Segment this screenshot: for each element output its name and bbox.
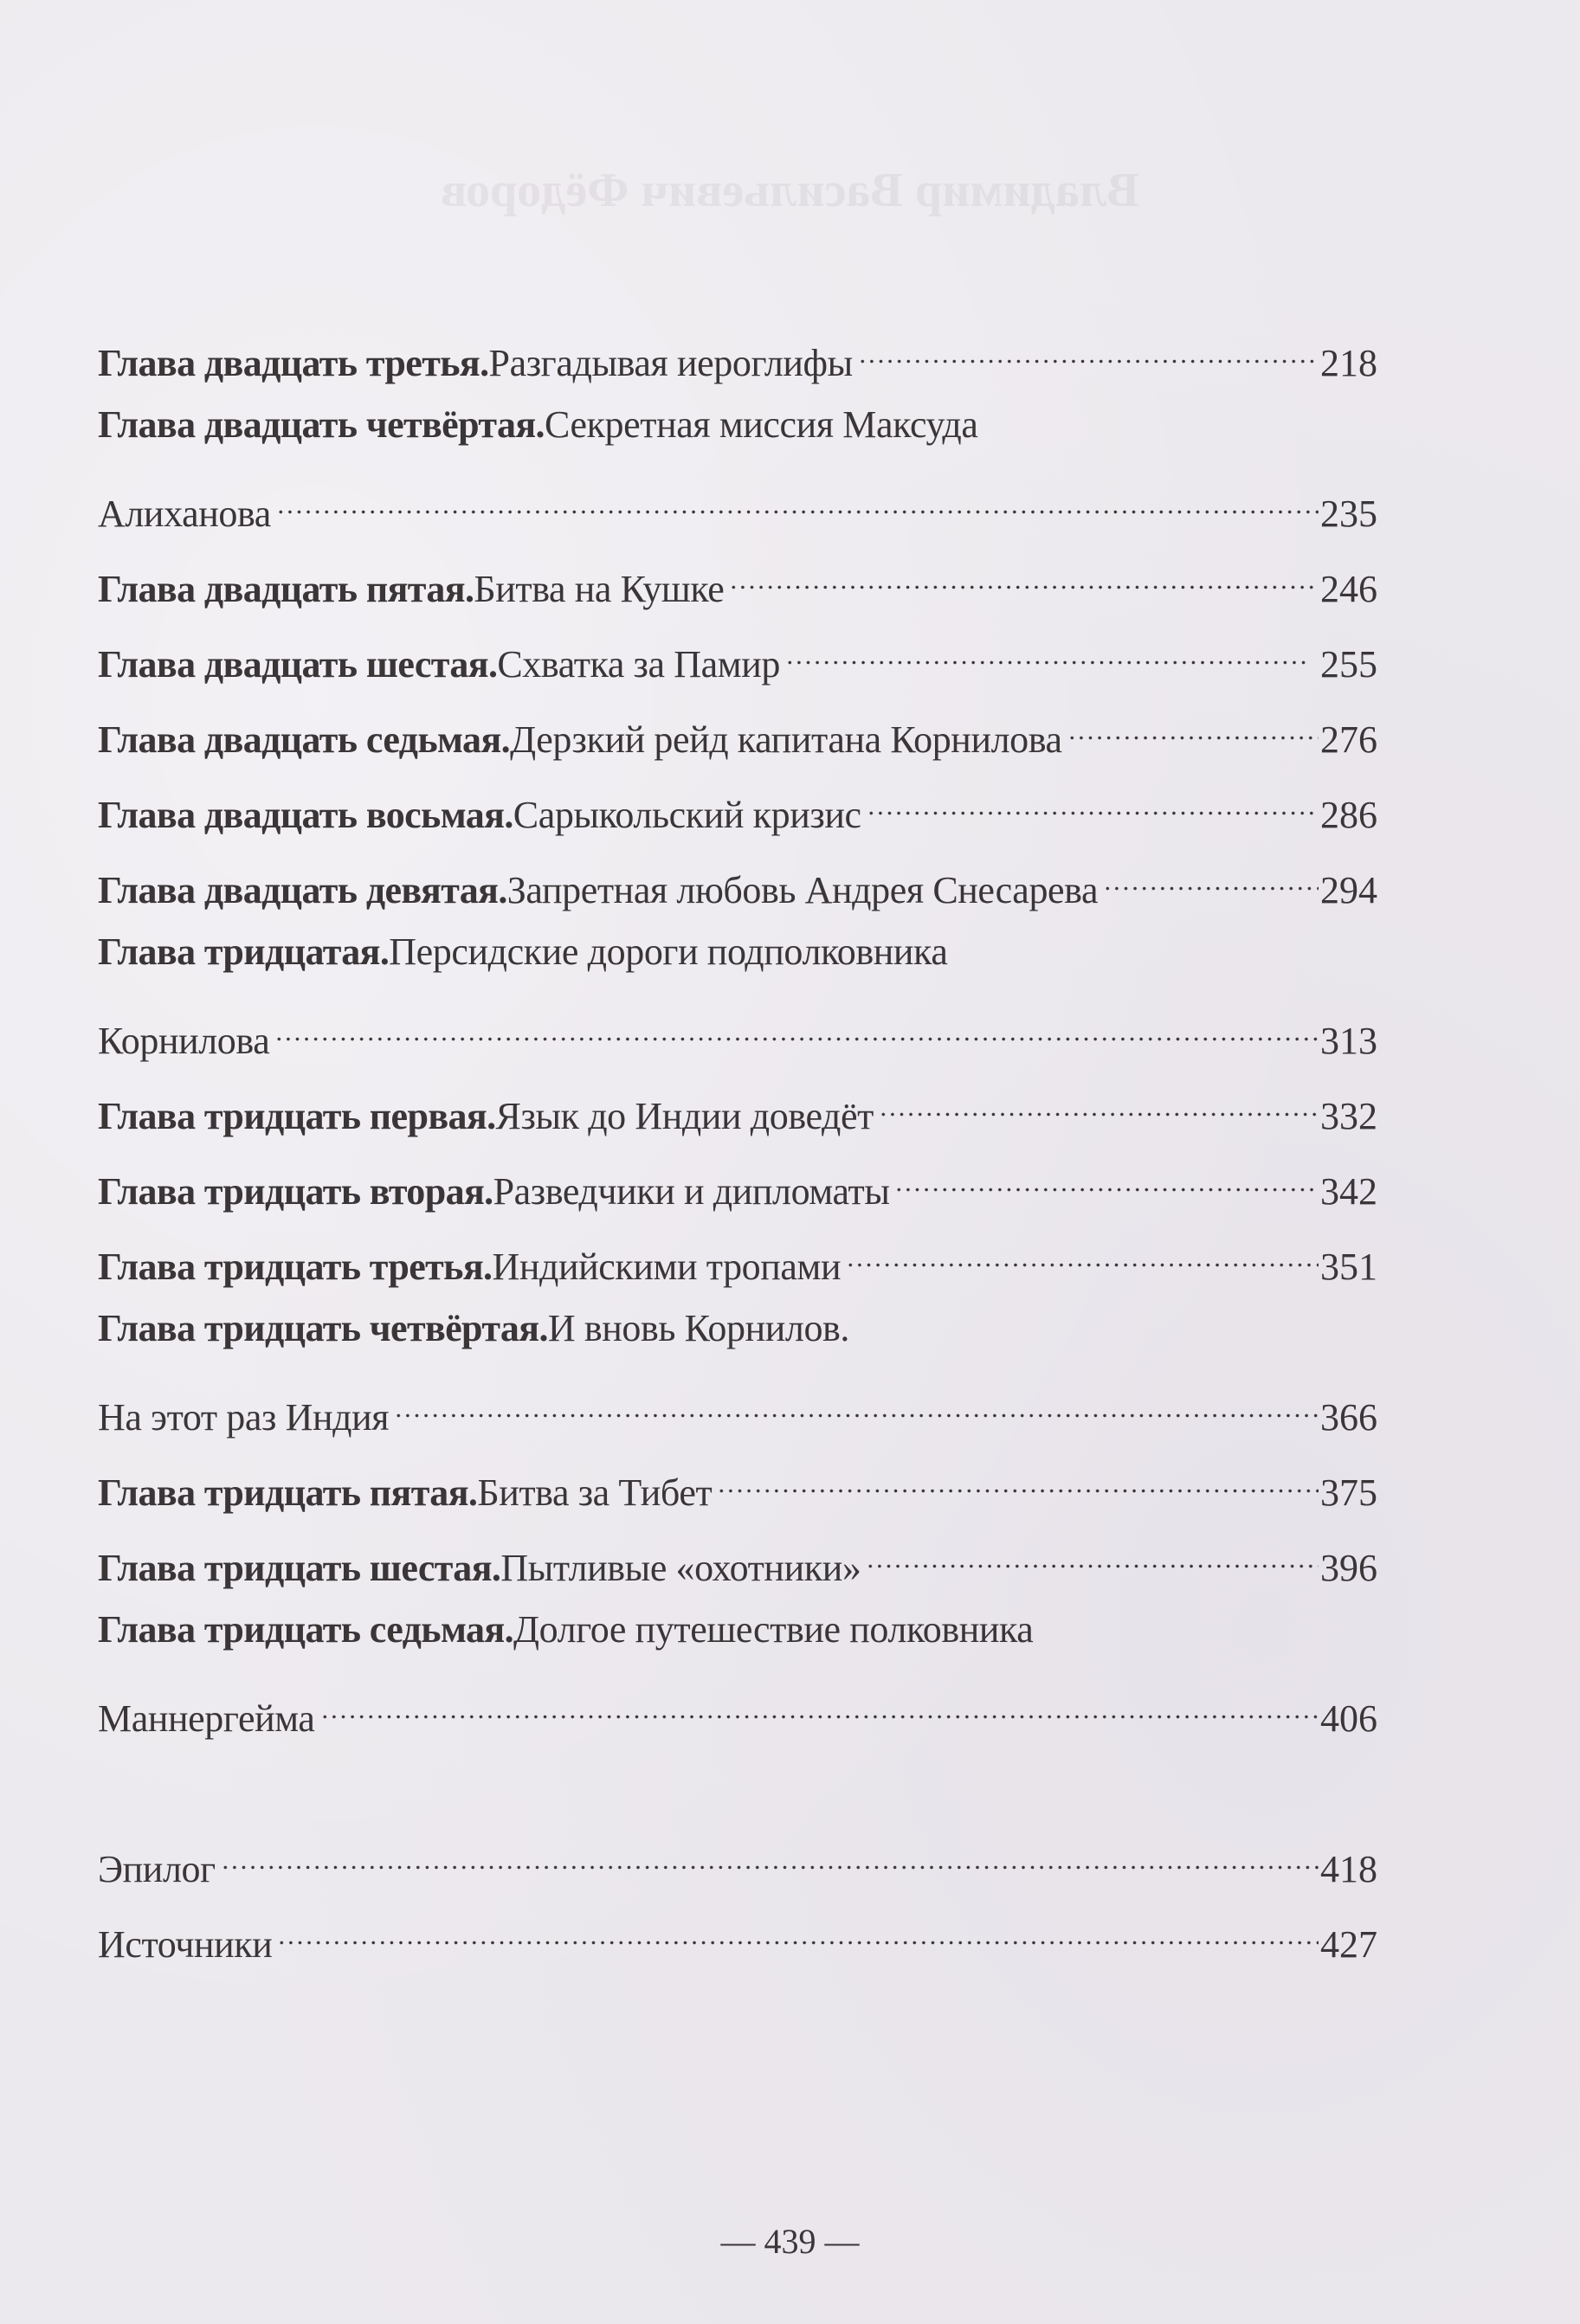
page-ref: 246	[1320, 568, 1377, 610]
dot-leader	[879, 1077, 1319, 1129]
toc-entry-ch23[interactable]	[98, 324, 1377, 384]
chapter-label: Глава двадцать четвёртая.	[98, 403, 545, 446]
section-title: Эпилог	[98, 1848, 216, 1890]
chapter-label: Глава тридцать третья.	[98, 1246, 493, 1288]
page-ref: 342	[1320, 1170, 1377, 1213]
chapter-label: Глава тридцать первая.	[98, 1095, 496, 1137]
page-ref: 418	[1320, 1848, 1377, 1890]
dot-leader	[717, 1453, 1319, 1505]
toc-entry-ch29[interactable]	[98, 851, 1377, 911]
dot-leader	[894, 1152, 1319, 1204]
chapter-label: Глава тридцать вторая.	[98, 1170, 493, 1213]
dot-leader	[276, 474, 1319, 526]
toc-entry-ch37-continuation[interactable]	[98, 1679, 1377, 1740]
chapter-label: Глава тридцать седьмая.	[98, 1608, 514, 1651]
dot-leader	[277, 1905, 1319, 1957]
dot-leader	[394, 1378, 1319, 1430]
chapter-title-continuation: Алиханова	[98, 492, 271, 535]
section-title: Источники	[98, 1923, 273, 1966]
dot-leader	[846, 1227, 1319, 1279]
toc-entry-ch25[interactable]	[98, 550, 1377, 610]
toc-entry-ch34[interactable]	[98, 1303, 1377, 1355]
dot-leader	[729, 550, 1319, 602]
page-ref: 406	[1320, 1697, 1377, 1740]
page-ref: 276	[1320, 718, 1377, 761]
toc-entry-ch30[interactable]	[98, 926, 1377, 978]
chapter-title: Битва за Тибет	[477, 1471, 713, 1514]
toc-entry-ch27[interactable]	[98, 700, 1377, 761]
chapter-label: Глава двадцать восьмая.	[98, 794, 513, 836]
page-ref: 427	[1320, 1923, 1377, 1966]
dot-leader	[320, 1679, 1319, 1731]
page-ref: 286	[1320, 794, 1377, 836]
toc-entry-ch30-continuation[interactable]	[98, 1001, 1377, 1062]
page-ref: 294	[1320, 869, 1377, 911]
dot-leader	[785, 625, 1310, 677]
chapter-title: И вновь Корнилов.	[547, 1307, 850, 1349]
chapter-label: Глава двадцать третья.	[98, 342, 489, 384]
toc-entry-ch24-continuation[interactable]	[98, 474, 1377, 535]
page-number: — 439 —	[720, 2222, 860, 2261]
dot-leader	[1103, 851, 1319, 903]
chapter-label: Глава тридцать пятая.	[98, 1471, 478, 1514]
toc-entry-ch34-continuation[interactable]	[98, 1378, 1377, 1439]
chapter-title: Персидские дороги подполковника	[389, 930, 948, 973]
page-ref: 396	[1320, 1547, 1377, 1589]
chapter-title: Язык до Индии доведёт	[495, 1095, 874, 1137]
page-ref: 366	[1320, 1396, 1377, 1439]
toc-entry-ch33[interactable]	[98, 1227, 1377, 1288]
dot-leader	[858, 324, 1319, 376]
chapter-label: Глава тридцать четвёртая.	[98, 1307, 548, 1349]
chapter-label: Глава двадцать девятая.	[98, 869, 507, 911]
chapter-title: Пытливые «охотники»	[500, 1547, 861, 1589]
dot-leader	[274, 1001, 1319, 1053]
chapter-title: Долгое путешествие полковника	[513, 1608, 1034, 1651]
dot-leader	[867, 776, 1319, 827]
chapter-title: Дерзкий рейд капитана Корнилова	[510, 718, 1062, 761]
dot-leader	[866, 1529, 1319, 1580]
chapter-title-continuation: Маннергейма	[98, 1697, 315, 1740]
toc-entry-epilogue[interactable]	[98, 1830, 1377, 1890]
chapter-title-continuation: На этот раз Индия	[98, 1396, 390, 1439]
chapter-title: Секретная миссия Максуда	[544, 403, 978, 446]
toc-entry-ch32[interactable]	[98, 1152, 1377, 1213]
toc-entry-ch37[interactable]	[98, 1604, 1377, 1656]
chapter-title: Индийскими тропами	[492, 1246, 842, 1288]
chapter-title: Запретная любовь Андрея Снесарева	[506, 869, 1099, 911]
toc-entry-ch35[interactable]	[98, 1453, 1377, 1514]
chapter-label: Глава двадцать седьмая.	[98, 718, 511, 761]
chapter-title-continuation: Корнилова	[98, 1020, 270, 1062]
page-ref: 313	[1320, 1020, 1377, 1062]
toc-entry-ch36[interactable]	[98, 1529, 1377, 1589]
toc-entry-ch24[interactable]	[98, 399, 1377, 451]
chapter-label: Глава тридцатая.	[98, 930, 390, 973]
toc-entry-ch28[interactable]	[98, 776, 1377, 836]
toc-entry-sources[interactable]	[98, 1905, 1377, 1966]
page-ref: 235	[1320, 492, 1377, 535]
dot-leader	[221, 1830, 1319, 1882]
toc-entry-ch31[interactable]	[98, 1077, 1377, 1137]
page-ref: 375	[1320, 1471, 1377, 1514]
chapter-title: Сарыкольский кризис	[513, 794, 861, 836]
chapter-title: Схватка за Памир	[497, 643, 780, 686]
chapter-label: Глава тридцать шестая.	[98, 1547, 501, 1589]
page-ref: 332	[1320, 1095, 1377, 1137]
chapter-label: Глава двадцать пятая.	[98, 568, 474, 610]
toc-entry-ch26[interactable]	[98, 625, 1377, 686]
chapter-title: Разгадывая иероглифы	[488, 342, 853, 384]
chapter-title: Битва на Кушке	[474, 568, 725, 610]
page-ref: 218	[1320, 342, 1377, 384]
page-ref: 255	[1320, 643, 1377, 686]
dot-leader	[1067, 700, 1319, 752]
page-ref: 351	[1320, 1246, 1377, 1288]
chapter-title: Разведчики и дипломаты	[493, 1170, 890, 1213]
chapter-label: Глава двадцать шестая.	[98, 643, 498, 686]
